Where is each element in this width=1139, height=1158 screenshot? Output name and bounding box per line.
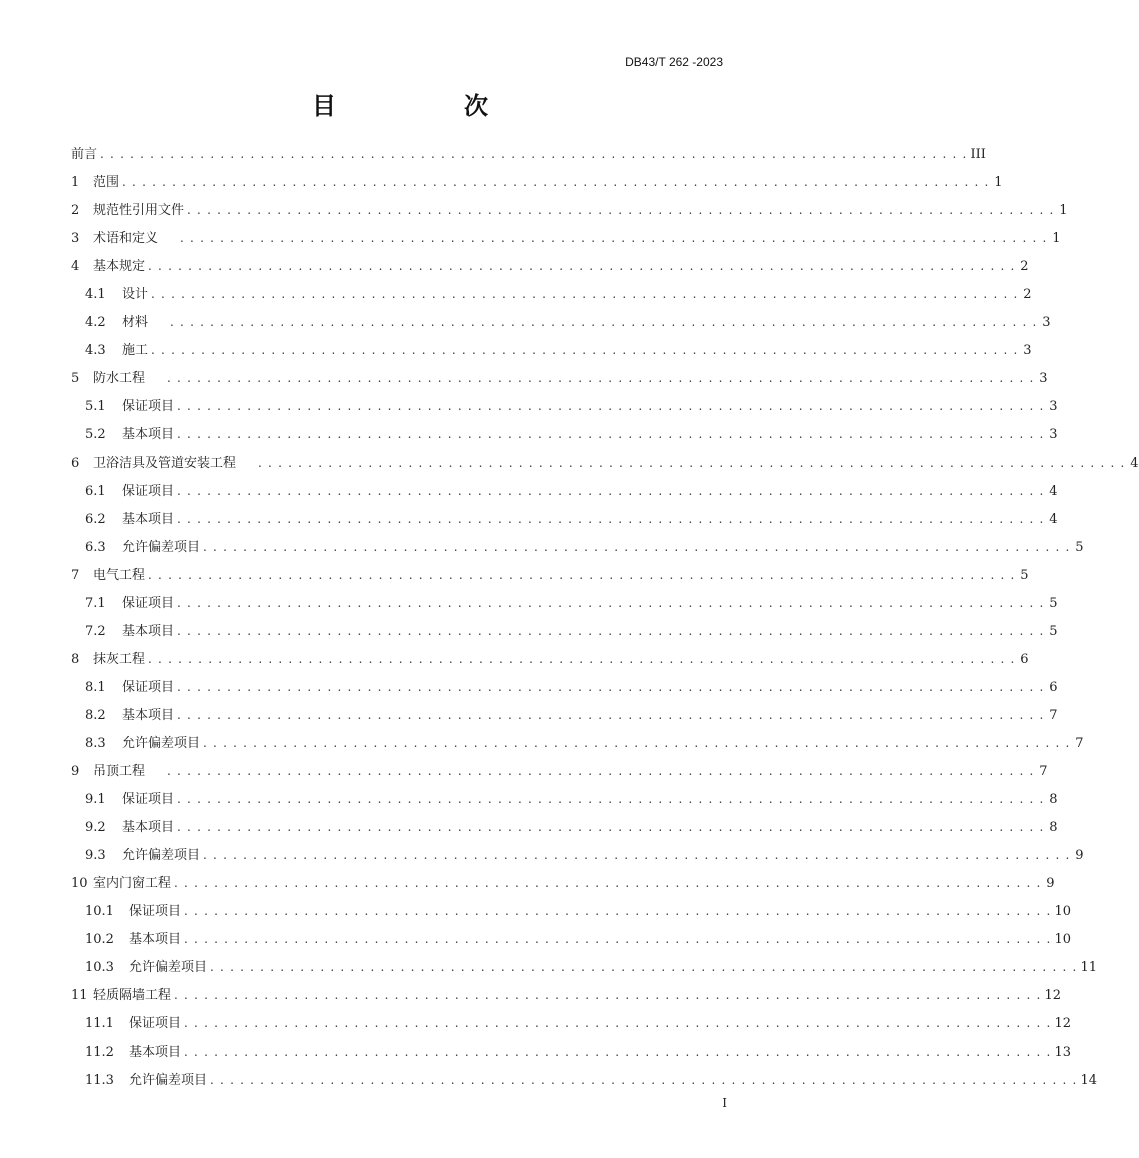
dot-leader: . . . . . . . . . . . . . . . . . . . . . . . . . . . . . . . . . . . . . . . . . . . . . . . . . . . . . . . . . . . . . . . . . . . . . . . . . . . . . . . . . . . . . . . (184, 904, 1052, 919)
toc-entry-number: 11.2 (85, 1044, 114, 1060)
toc-entry-number: 1 (71, 175, 80, 191)
dot-leader: . . . . . . . . . . . . . . . . . . . . . . . . . . . . . . . . . . . . . . . . . . . . . . . . . . . . . . . . . . . . . . . . . . . . . . . . . . . . . . . . . . . . . . . (184, 932, 1052, 947)
dot-leader: . . . . . . . . . . . . . . . . . . . . . . . . . . . . . . . . . . . . . . . . . . . . . . . . . . . . . . . . . . . . . . . . . . . . . . . . . . . . . . . . . . . . . . . (184, 1016, 1052, 1031)
toc-entry-label: 允许偏差项目 (129, 960, 208, 976)
dot-leader: . . . . . . . . . . . . . . . . . . . . . . . . . . . . . . . . . . . . . . . . . . . . . . . . . . . . . . . . . . . . . . . . . . . . . . . . . . . . . . . . . . . . . . . (167, 764, 1035, 779)
toc-entry-number: 4.2 (85, 315, 106, 331)
dot-leader: . . . . . . . . . . . . . . . . . . . . . . . . . . . . . . . . . . . . . . . . . . . . . . . . . . . . . . . . . . . . . . . . . . . . . . . . . . . . . . . . . . . . . . . (151, 287, 1019, 302)
toc-entry-page: 12 (1044, 988, 1062, 1004)
toc-entry-page: 3 (1049, 399, 1058, 415)
toc-entry-page: 5 (1049, 595, 1058, 611)
toc-entry[interactable] (71, 452, 1139, 480)
toc-entry[interactable] (71, 227, 1061, 255)
toc-entry-number: 6.2 (85, 511, 106, 527)
dot-leader: . . . . . . . . . . . . . . . . . . . . . . . . . . . . . . . . . . . . . . . . . . . . . . . . . . . . . . . . . . . . . . . . . . . . . . . . . . . . . . . . . . . . . . . (184, 1044, 1052, 1059)
toc-entry-page: 5 (1075, 539, 1084, 555)
toc-entry-label: 设计 (122, 287, 149, 303)
toc-entry-page: 3 (1023, 343, 1032, 359)
dot-leader: . . . . . . . . . . . . . . . . . . . . . . . . . . . . . . . . . . . . . . . . . . . . . . . . . . . . . . . . . . . . . . . . . . . . . . . . . . . . . . . . . . . . . . . (174, 876, 1042, 891)
toc-entry[interactable] (71, 788, 1058, 816)
dot-leader: . . . . . . . . . . . . . . . . . . . . . . . . . . . . . . . . . . . . . . . . . . . . . . . . . . . . . . . . . . . . . . . . . . . . . . . . . . . . . . . . . . . . . . . (203, 735, 1071, 750)
toc-entry[interactable] (71, 367, 1048, 395)
toc-entry[interactable] (71, 311, 1051, 339)
toc-entry-number: 9.3 (85, 848, 106, 864)
toc-entry-number: 10.1 (85, 904, 114, 920)
toc-entry-label: 术语和定义 (93, 231, 159, 247)
toc-entry-page: 14 (1080, 1072, 1098, 1088)
toc-entry-page: 8 (1049, 792, 1058, 808)
toc-entry-label: 范围 (93, 175, 120, 191)
footer-page-number: I (722, 1096, 727, 1110)
toc-entry-label: 卫浴洁具及管道安装工程 (93, 455, 237, 471)
dot-leader: . . . . . . . . . . . . . . . . . . . . . . . . . . . . . . . . . . . . . . . . . . . . . . . . . . . . . . . . . . . . . . . . . . . . . . . . . . . . . . . . . . . . . . . (177, 623, 1045, 638)
dot-leader: . . . . . . . . . . . . . . . . . . . . . . . . . . . . . . . . . . . . . . . . . . . . . . . . . . . . . . . . . . . . . . . . . . . . . . . . . . . . . . . . . . . . . . . (100, 147, 968, 161)
toc-entry[interactable] (71, 816, 1058, 844)
toc-entry-number: 11.3 (85, 1072, 114, 1088)
toc-entry-label: 基本项目 (122, 427, 175, 443)
dot-leader: . . . . . . . . . . . . . . . . . . . . . . . . . . . . . . . . . . . . . . . . . . . . . . . . . . . . . . . . . . . . . . . . . . . . . . . . . . . . . . . . . . . . . . . (177, 820, 1045, 835)
toc-entry-number: 8 (71, 651, 80, 667)
dot-leader: . . . . . . . . . . . . . . . . . . . . . . . . . . . . . . . . . . . . . . . . . . . . . . . . . . . . . . . . . . . . . . . . . . . . . . . . . . . . . . . . . . . . . . . (177, 511, 1045, 526)
toc-entry[interactable] (71, 143, 986, 171)
toc-entry-label: 基本项目 (122, 707, 175, 723)
dot-leader: . . . . . . . . . . . . . . . . . . . . . . . . . . . . . . . . . . . . . . . . . . . . . . . . . . . . . . . . . . . . . . . . . . . . . . . . . . . . . . . . . . . . . . . (258, 455, 1126, 470)
toc-entry-label: 基本项目 (129, 1044, 182, 1060)
toc-entry-label: 规范性引用文件 (93, 203, 185, 219)
toc-entry-page: 1 (994, 175, 1003, 191)
dot-leader: . . . . . . . . . . . . . . . . . . . . . . . . . . . . . . . . . . . . . . . . . . . . . . . . . . . . . . . . . . . . . . . . . . . . . . . . . . . . . . . . . . . . . . . (187, 203, 1055, 218)
dot-leader: . . . . . . . . . . . . . . . . . . . . . . . . . . . . . . . . . . . . . . . . . . . . . . . . . . . . . . . . . . . . . . . . . . . . . . . . . . . . . . . . . . . . . . . (177, 427, 1045, 442)
doc-code: DB43/T 262 -2023 (625, 55, 723, 69)
toc-entry-page: 6 (1049, 679, 1058, 695)
toc-entry-number: 4 (71, 259, 80, 275)
toc-entry-page: 6 (1020, 651, 1029, 667)
toc-entry-label: 前言 (71, 147, 98, 162)
toc-entry-number: 11.1 (85, 1016, 114, 1032)
toc-entry-number: 7.2 (85, 623, 106, 639)
toc-entry-label: 防水工程 (93, 371, 146, 387)
toc-entry-label: 施工 (122, 343, 149, 359)
toc-entry-number: 8.3 (85, 735, 106, 751)
toc-entry-page: 9 (1046, 876, 1055, 892)
toc-entry-page: 7 (1049, 707, 1058, 723)
toc-entry-label: 材料 (122, 315, 149, 331)
dot-leader: . . . . . . . . . . . . . . . . . . . . . . . . . . . . . . . . . . . . . . . . . . . . . . . . . . . . . . . . . . . . . . . . . . . . . . . . . . . . . . . . . . . . . . . (177, 679, 1045, 694)
toc-entry[interactable] (71, 395, 1058, 423)
toc-entry-number: 5 (71, 371, 80, 387)
toc-entry-number: 8.1 (85, 679, 106, 695)
dot-leader: . . . . . . . . . . . . . . . . . . . . . . . . . . . . . . . . . . . . . . . . . . . . . . . . . . . . . . . . . . . . . . . . . . . . . . . . . . . . . . . . . . . . . . . (170, 315, 1038, 330)
toc-entry-page: 3 (1042, 315, 1051, 331)
toc-entry-page: 1 (1059, 203, 1068, 219)
toc-entry-number: 2 (71, 203, 80, 219)
toc-entry-label: 保证项目 (122, 792, 175, 808)
toc-entry-label: 保证项目 (129, 904, 182, 920)
toc-entry[interactable] (71, 480, 1058, 508)
toc-entry[interactable] (71, 508, 1058, 536)
toc-entry[interactable] (71, 984, 1062, 1012)
toc-entry-page: 2 (1020, 259, 1029, 275)
toc-entry[interactable] (71, 704, 1058, 732)
toc-entry[interactable] (71, 536, 1084, 564)
toc-entry-number: 6 (71, 455, 80, 471)
toc-entry-number: 6.1 (85, 483, 106, 499)
toc-entry[interactable] (71, 620, 1058, 648)
dot-leader: . . . . . . . . . . . . . . . . . . . . . . . . . . . . . . . . . . . . . . . . . . . . . . . . . . . . . . . . . . . . . . . . . . . . . . . . . . . . . . . . . . . . . . . (210, 1072, 1078, 1087)
toc-entry-number: 11 (71, 988, 88, 1004)
toc-entry-number: 9 (71, 764, 80, 780)
toc-entry[interactable] (71, 423, 1058, 451)
toc-entry-page: 2 (1023, 287, 1032, 303)
dot-leader: . . . . . . . . . . . . . . . . . . . . . . . . . . . . . . . . . . . . . . . . . . . . . . . . . . . . . . . . . . . . . . . . . . . . . . . . . . . . . . . . . . . . . . . (177, 792, 1045, 807)
toc-entry[interactable] (71, 900, 1072, 928)
toc-entry-number: 4.1 (85, 287, 106, 303)
toc-entry-number: 9.1 (85, 792, 106, 808)
toc-entry-label: 基本项目 (122, 623, 175, 639)
toc-entry-label: 保证项目 (122, 399, 175, 415)
dot-leader: . . . . . . . . . . . . . . . . . . . . . . . . . . . . . . . . . . . . . . . . . . . . . . . . . . . . . . . . . . . . . . . . . . . . . . . . . . . . . . . . . . . . . . . (174, 988, 1042, 1003)
toc-entry[interactable] (71, 872, 1055, 900)
dot-leader: . . . . . . . . . . . . . . . . . . . . . . . . . . . . . . . . . . . . . . . . . . . . . . . . . . . . . . . . . . . . . . . . . . . . . . . . . . . . . . . . . . . . . . . (203, 848, 1071, 863)
toc-entry-label: 基本规定 (93, 259, 146, 275)
toc-entry-label: 基本项目 (122, 511, 175, 527)
dot-leader: . . . . . . . . . . . . . . . . . . . . . . . . . . . . . . . . . . . . . . . . . . . . . . . . . . . . . . . . . . . . . . . . . . . . . . . . . . . . . . . . . . . . . . . (203, 539, 1071, 554)
toc-entry-page: 12 (1054, 1016, 1072, 1032)
toc-entry[interactable] (71, 732, 1084, 760)
toc-entry[interactable] (71, 956, 1098, 984)
toc-entry-label: 允许偏差项目 (129, 1072, 208, 1088)
toc-entry[interactable] (71, 844, 1084, 872)
toc-entry-page: 4 (1049, 511, 1058, 527)
toc-entry[interactable] (71, 1069, 1098, 1097)
toc-entry-page: 11 (1080, 960, 1098, 976)
toc-entry-page: 10 (1054, 904, 1072, 920)
toc-entry-page: 8 (1049, 820, 1058, 836)
toc-entry-number: 7 (71, 567, 80, 583)
toc-entry[interactable] (71, 171, 1003, 199)
toc-entry-label: 保证项目 (122, 595, 175, 611)
toc-entry-page: 5 (1049, 623, 1058, 639)
toc-entry-page: 10 (1054, 932, 1072, 948)
toc-entry-label: 保证项目 (122, 483, 175, 499)
toc-entry-number: 7.1 (85, 595, 106, 611)
toc-entry-page: 4 (1049, 483, 1058, 499)
table-of-contents (71, 143, 1139, 1097)
toc-entry-page: 7 (1039, 764, 1048, 780)
toc-entry[interactable] (71, 760, 1048, 788)
dot-leader: . . . . . . . . . . . . . . . . . . . . . . . . . . . . . . . . . . . . . . . . . . . . . . . . . . . . . . . . . . . . . . . . . . . . . . . . . . . . . . . . . . . . . . . (177, 595, 1045, 610)
toc-entry-page: 4 (1130, 455, 1139, 471)
toc-entry-number: 8.2 (85, 707, 106, 723)
toc-entry-page: III (970, 147, 986, 162)
toc-entry[interactable] (71, 676, 1058, 704)
dot-leader: . . . . . . . . . . . . . . . . . . . . . . . . . . . . . . . . . . . . . . . . . . . . . . . . . . . . . . . . . . . . . . . . . . . . . . . . . . . . . . . . . . . . . . . (210, 960, 1078, 975)
toc-entry-number: 4.3 (85, 343, 106, 359)
dot-leader: . . . . . . . . . . . . . . . . . . . . . . . . . . . . . . . . . . . . . . . . . . . . . . . . . . . . . . . . . . . . . . . . . . . . . . . . . . . . . . . . . . . . . . . (177, 707, 1045, 722)
toc-entry-label: 允许偏差项目 (122, 735, 201, 751)
toc-entry-label: 允许偏差项目 (122, 539, 201, 555)
dot-leader: . . . . . . . . . . . . . . . . . . . . . . . . . . . . . . . . . . . . . . . . . . . . . . . . . . . . . . . . . . . . . . . . . . . . . . . . . . . . . . . . . . . . . . . (167, 371, 1035, 386)
toc-entry-label: 保证项目 (129, 1016, 182, 1032)
toc-entry[interactable] (71, 283, 1032, 311)
dot-leader: . . . . . . . . . . . . . . . . . . . . . . . . . . . . . . . . . . . . . . . . . . . . . . . . . . . . . . . . . . . . . . . . . . . . . . . . . . . . . . . . . . . . . . . (148, 259, 1016, 274)
dot-leader: . . . . . . . . . . . . . . . . . . . . . . . . . . . . . . . . . . . . . . . . . . . . . . . . . . . . . . . . . . . . . . . . . . . . . . . . . . . . . . . . . . . . . . . (122, 175, 990, 190)
toc-entry-number: 5.2 (85, 427, 106, 443)
dot-leader: . . . . . . . . . . . . . . . . . . . . . . . . . . . . . . . . . . . . . . . . . . . . . . . . . . . . . . . . . . . . . . . . . . . . . . . . . . . . . . . . . . . . . . . (148, 567, 1016, 582)
dot-leader: . . . . . . . . . . . . . . . . . . . . . . . . . . . . . . . . . . . . . . . . . . . . . . . . . . . . . . . . . . . . . . . . . . . . . . . . . . . . . . . . . . . . . . . (177, 399, 1045, 414)
toc-entry-label: 抹灰工程 (93, 651, 146, 667)
toc-entry[interactable] (71, 255, 1029, 283)
toc-entry-number: 5.1 (85, 399, 106, 415)
toc-entry-number: 9.2 (85, 820, 106, 836)
toc-entry-label: 基本项目 (129, 932, 182, 948)
toc-entry[interactable] (71, 928, 1072, 956)
toc-entry-label: 电气工程 (93, 567, 146, 583)
toc-entry-page: 7 (1075, 735, 1084, 751)
toc-entry-page: 13 (1054, 1044, 1072, 1060)
toc-entry[interactable] (71, 564, 1029, 592)
toc-entry-number: 10 (71, 876, 88, 892)
toc-entry-page: 3 (1039, 371, 1048, 387)
toc-entry-number: 6.3 (85, 539, 106, 555)
toc-entry-label: 保证项目 (122, 679, 175, 695)
toc-entry-number: 3 (71, 231, 80, 247)
toc-entry[interactable] (71, 648, 1029, 676)
toc-entry[interactable] (71, 199, 1068, 227)
toc-entry-label: 吊顶工程 (93, 764, 146, 780)
toc-entry-number: 10.3 (85, 960, 114, 976)
page-title: 目 次 (312, 92, 540, 120)
toc-entry-label: 允许偏差项目 (122, 848, 201, 864)
toc-entry[interactable] (71, 592, 1058, 620)
dot-leader: . . . . . . . . . . . . . . . . . . . . . . . . . . . . . . . . . . . . . . . . . . . . . . . . . . . . . . . . . . . . . . . . . . . . . . . . . . . . . . . . . . . . . . . (177, 483, 1045, 498)
toc-entry[interactable] (71, 339, 1032, 367)
toc-entry[interactable] (71, 1012, 1072, 1040)
toc-entry-page: 9 (1075, 848, 1084, 864)
toc-entry-number: 10.2 (85, 932, 114, 948)
dot-leader: . . . . . . . . . . . . . . . . . . . . . . . . . . . . . . . . . . . . . . . . . . . . . . . . . . . . . . . . . . . . . . . . . . . . . . . . . . . . . . . . . . . . . . . (148, 651, 1016, 666)
toc-entry-label: 室内门窗工程 (93, 876, 172, 892)
toc-entry-page: 5 (1020, 567, 1029, 583)
toc-entry[interactable] (71, 1041, 1072, 1069)
toc-entry-label: 轻质隔墙工程 (93, 988, 172, 1004)
dot-leader: . . . . . . . . . . . . . . . . . . . . . . . . . . . . . . . . . . . . . . . . . . . . . . . . . . . . . . . . . . . . . . . . . . . . . . . . . . . . . . . . . . . . . . . (151, 343, 1019, 358)
toc-entry-page: 3 (1049, 427, 1058, 443)
toc-entry-page: 1 (1052, 231, 1061, 247)
dot-leader: . . . . . . . . . . . . . . . . . . . . . . . . . . . . . . . . . . . . . . . . . . . . . . . . . . . . . . . . . . . . . . . . . . . . . . . . . . . . . . . . . . . . . . . (180, 231, 1048, 246)
toc-entry-label: 基本项目 (122, 820, 175, 836)
